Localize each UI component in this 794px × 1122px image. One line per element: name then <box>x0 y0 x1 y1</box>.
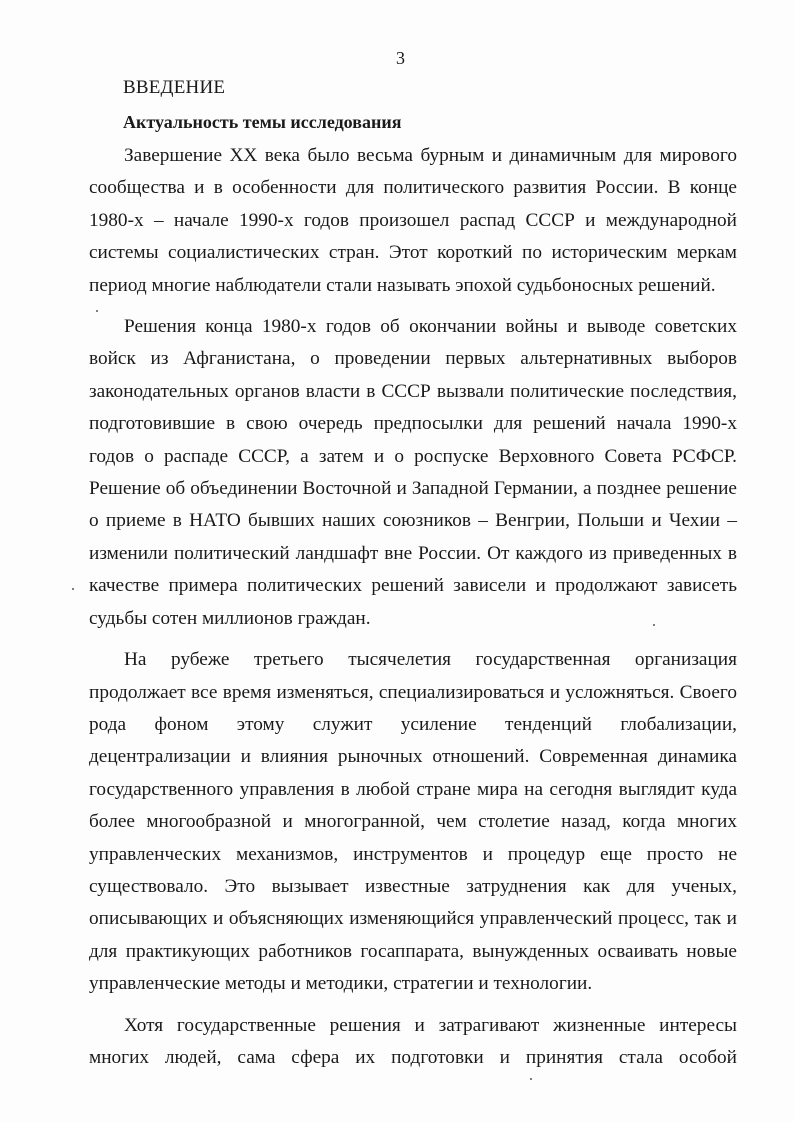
scan-speck <box>653 624 655 626</box>
scan-speck <box>72 588 74 590</box>
paragraph-4: Хотя государственные решения и затрагивают жизненные интересы многих людей, сама сфера их подготовки и принятия стала особой <box>89 1014 737 1068</box>
scan-speck <box>96 310 98 312</box>
paragraph-3: На рубеже третьего тысячелетия государственная организация продолжает все время изменяться, специализироваться и усложняться. Своего рода фоном этому служит усиление тенденций глобализации, децентрализации и влияния рыночных отношений. Современная динамика государственного управления в любой стране мира на сегодня выглядит куда более многообразной и многогранной, чем столетие назад, когда многих управленческих механизмов, инструментов и процедур еще просто не существовало. Это вызывает известные затруднения как для ученых, описывающих и объясняющих изменяющийся управленческий процесс, так и для практикующих работников госаппарата, вынужденных осваивать новые управленческие методы и методики, стратегии и технологии. <box>89 649 737 995</box>
paragraph-2: Решения конца 1980-х годов об окончании войны и выводе советских войск из Афганистана, о проведении первых альтернативных выборов законодательных органов власти в СССР вызвали политические последствия, подготовившие в свою очередь предпосылки для решений начала 1990-х годов о распаде СССР, а затем и о роспуске Верховного Совета РСФСР. Решение об объединении Восточной и Западной Германии, а позднее решение о приеме в НАТО бывших наших союзников – Венгрии, Польши и Чехии – изменили политический ландшафт вне России. От каждого из приведенных в качестве примера политических решений зависели и продолжают зависеть судьбы сотен миллионов граждан. <box>89 316 737 629</box>
section-heading: ВВЕДЕНИЕ <box>123 77 226 98</box>
paragraph-1: Завершение XX века было весьма бурным и динамичным для мирового сообщества и в особенности для политического развития России. В конце 1980-х – начале 1990-х годов произошел распад СССР и международной системы социалистических стран. Этот короткий по историческим меркам период многие наблюдатели стали называть эпохой судьбоносных решений. <box>89 145 737 296</box>
page-number: 3 <box>396 48 405 68</box>
subsection-heading: Актуальность темы исследования <box>123 112 402 132</box>
scan-speck <box>530 1078 532 1080</box>
body-text <box>89 140 737 1083</box>
